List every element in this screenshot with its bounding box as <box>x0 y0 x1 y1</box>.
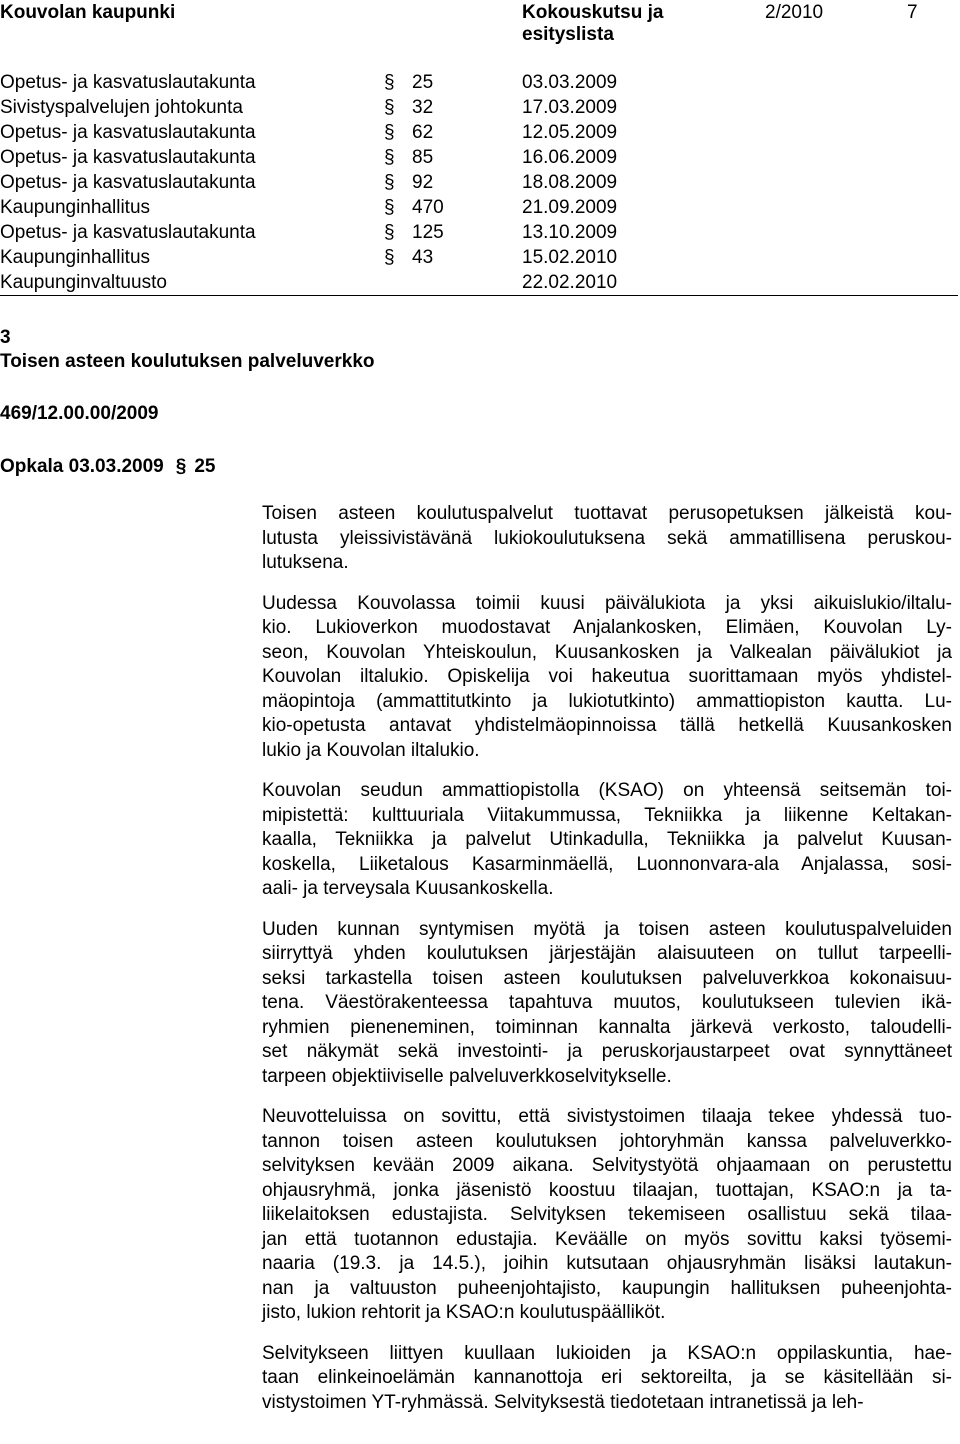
history-body: Kaupunginvaltuusto <box>0 272 167 293</box>
paragraph-line: tena. Väestörakenteessa tapahtuva muutos, koulutukseen tulevien ikä- <box>262 992 952 1013</box>
history-date: 17.03.2009 <box>522 97 618 118</box>
paragraph-line: seon, Kouvolan Yhteiskoulun, Kuusankosken ja Valkealan päivälukiot ja <box>262 641 952 663</box>
paragraph-line: siirryttyä yhden koulutuksen järjestäjän alaisuuteen on tullut tarpeelli- <box>262 943 952 964</box>
paragraph-line: jisto, lukion rehtorit ja KSAO:n koulutuspäälliköt. <box>262 1302 666 1323</box>
paragraph-line: Toisen asteen koulutuspalvelut tuottavat perusopetuksen jälkeistä kou- <box>262 503 952 524</box>
paragraph-line: naaria (19.3. ja 14.5.), joihin kutsutaan ohjausryhmän lisäksi lautakun- <box>262 1253 952 1274</box>
history-row <box>0 270 960 295</box>
section-title: Toisen asteen koulutuksen palveluverkko <box>0 351 375 372</box>
paragraph-line: mipistettä: kulttuuriala Viitakummussa, Tekniikka ja liikenne Keltakan- <box>262 804 952 826</box>
paragraph-line: liikelaitoksen edustajista. Selvityksen tekemiseen osallistuu sekä tilaa- <box>262 1204 952 1225</box>
history-section-sign: § <box>384 247 395 268</box>
history-section-sign: § <box>384 172 395 193</box>
history-number: 25 <box>412 72 434 93</box>
issue-number: 2/2010 <box>765 2 824 23</box>
history-section-sign: § <box>384 72 395 93</box>
history-number: 32 <box>412 97 434 118</box>
meeting-reference <box>0 455 215 479</box>
paragraph <box>262 1105 952 1326</box>
paragraph-line: koskella, Liiketalous Kasarminmäellä, Luonnonvara-ala Anjalassa, sosi- <box>262 853 952 875</box>
history-number: 62 <box>412 122 434 143</box>
paragraph-line: Neuvotteluissa on sovittu, että sivistystoimen tilaaja tekee yhdessä tuo- <box>262 1106 952 1127</box>
paragraph-line: vistystoimen YT-ryhmässä. Selvityksestä tiedotetaan intranetissä ja leh- <box>262 1391 864 1413</box>
paragraph-line: mäopintoja (ammattitutkinto ja lukiotutkinto) ammattiopiston kautta. Lu- <box>262 690 952 712</box>
paragraph-line: lukio ja Kouvolan iltalukio. <box>262 739 480 761</box>
paragraph-line: tannon toisen asteen koulutuksen johtoryhmän kanssa palveluverkko- <box>262 1130 952 1152</box>
page-header <box>0 0 960 46</box>
paragraph-line: aali- ja terveysala Kuusankoskella. <box>262 878 554 899</box>
reference-label: Opkala 03.03.2009 <box>0 456 164 477</box>
history-section-sign: § <box>384 97 395 118</box>
history-date: 16.06.2009 <box>522 147 618 168</box>
paragraph <box>262 918 952 1090</box>
history-row <box>0 95 960 120</box>
document-type-line-2: esityslista <box>522 24 614 45</box>
history-body: Opetus- ja kasvatuslautakunta <box>0 172 256 193</box>
document-type-line-1: Kokouskutsu ja <box>522 2 664 23</box>
history-section-sign: § <box>384 197 395 218</box>
diary-number: 469/12.00.00/2009 <box>0 403 159 424</box>
history-date: 21.09.2009 <box>522 197 618 218</box>
history-section-sign: § <box>384 222 395 243</box>
body-text <box>262 502 952 1431</box>
divider-line <box>0 295 958 296</box>
paragraph <box>262 592 952 764</box>
history-body: Opetus- ja kasvatuslautakunta <box>0 72 256 93</box>
history-date: 03.03.2009 <box>522 72 618 93</box>
history-body: Kaupunginhallitus <box>0 197 151 218</box>
history-section-sign: § <box>384 122 395 143</box>
paragraph <box>262 502 952 576</box>
paragraph-line: seksi tarkastella toisen asteen koulutuksen palveluverkkoa kokonaisuu- <box>262 967 952 989</box>
history-date: 12.05.2009 <box>522 122 618 143</box>
page-number: 7 <box>907 2 918 23</box>
history-body: Opetus- ja kasvatuslautakunta <box>0 122 256 143</box>
paragraph-line: kio. Lukioverkon muodostavat Anjalankosken, Elimäen, Kouvolan Ly- <box>262 617 952 638</box>
history-section-sign: § <box>384 147 395 168</box>
reference-number: 25 <box>194 456 216 477</box>
history-row <box>0 170 960 195</box>
paragraph-line: selvityksen kevään 2009 aikana. Selvitystyötä ohjaamaan on perustettu <box>262 1155 952 1176</box>
paragraph-line: taan elinkeinoelämän kannanottoja eri sektoreilta, ja se käsitellään si- <box>262 1367 952 1388</box>
paragraph <box>262 1342 952 1416</box>
section-sign: § <box>175 456 187 477</box>
history-body: Kaupunginhallitus <box>0 247 151 268</box>
history-body: Sivistyspalvelujen johtokunta <box>0 97 243 118</box>
paragraph-line: Uudessa Kouvolassa toimii kuusi päivälukiota ja yksi aikuislukio/iltalu- <box>262 592 952 614</box>
history-body: Opetus- ja kasvatuslautakunta <box>0 222 256 243</box>
handling-history <box>0 70 960 295</box>
history-number: 470 <box>412 197 444 218</box>
history-row <box>0 245 960 270</box>
paragraph-line: Selvitykseen liittyen kuullaan lukioiden ja KSAO:n oppilaskuntia, hae- <box>262 1342 952 1364</box>
history-date: 22.02.2010 <box>522 272 618 293</box>
paragraph-line: Kouvolan seudun ammattiopistolla (KSAO) on yhteensä seitsemän toi- <box>262 780 952 801</box>
paragraph-line: lutuksena. <box>262 552 349 573</box>
paragraph <box>262 779 952 902</box>
history-number: 125 <box>412 222 444 243</box>
paragraph-line: lutusta yleissivistävänä lukiokoulutuksena sekä ammatillisena peruskou- <box>262 527 952 549</box>
paragraph-line: nan ja valtuuston puheenjohtajisto, kaupungin hallituksen puheenjohta- <box>262 1277 952 1299</box>
history-body: Opetus- ja kasvatuslautakunta <box>0 147 256 168</box>
history-row <box>0 145 960 170</box>
paragraph-line: ohjausryhmä, jonka jäsenistö koostuu tilaajan, tuottajan, KSAO:n ja ta- <box>262 1179 952 1201</box>
history-row <box>0 220 960 245</box>
paragraph-line: set näkymät sekä investointi- ja peruskorjaustarpeet ovat synnyttäneet <box>262 1041 952 1062</box>
paragraph-line: kaalla, Tekniikka ja palvelut Utinkadulla, Tekniikka ja palvelut Kuusan- <box>262 829 952 850</box>
paragraph-line: kio-opetusta antavat yhdistelmäopinnoissa tällä hetkellä Kuusankosken <box>262 715 952 736</box>
section-number: 3 <box>0 327 11 348</box>
paragraph-line: jan että tuotannon edustajia. Keväälle on myös sovittu kaksi työsemi- <box>262 1228 952 1250</box>
history-date: 13.10.2009 <box>522 222 618 243</box>
history-date: 15.02.2010 <box>522 247 618 268</box>
paragraph-line: ryhmien pieneneminen, toiminnan kannalta järkevä verkosto, taloudelli- <box>262 1016 952 1038</box>
document-type <box>522 2 663 46</box>
history-number: 43 <box>412 247 434 268</box>
paragraph-line: Kouvolan iltalukio. Opiskelija voi hakeutua suorittamaan myös yhdistel- <box>262 666 952 687</box>
paragraph-line: tarpeen objektiiviselle palveluverkkoselvitykselle. <box>262 1065 672 1087</box>
history-row <box>0 120 960 145</box>
organization-name: Kouvolan kaupunki <box>0 2 176 23</box>
history-row <box>0 195 960 220</box>
history-number: 85 <box>412 147 434 168</box>
paragraph-line: Uuden kunnan syntymisen myötä ja toisen asteen koulutuspalveluiden <box>262 918 952 940</box>
history-number: 92 <box>412 172 434 193</box>
history-date: 18.08.2009 <box>522 172 618 193</box>
history-row <box>0 70 960 95</box>
